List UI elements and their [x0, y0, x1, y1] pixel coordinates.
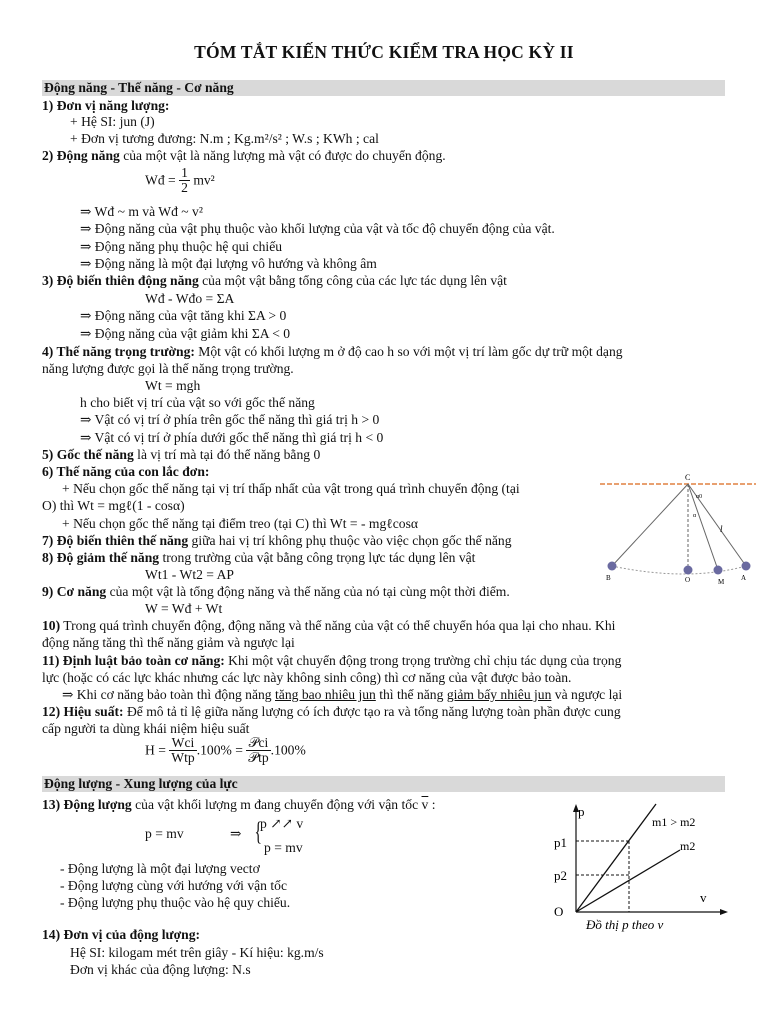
item-6-heading: 6) Thế năng của con lắc đơn:: [42, 464, 210, 479]
momentum-direction: p ↗↗ v: [260, 816, 304, 831]
item-3-a: ⇒ Động năng của vật tăng khi ΣA > 0: [80, 308, 287, 323]
label-b: B: [606, 574, 611, 582]
item-4-a: h cho biết vị trí của vật so với gốc thế năng: [80, 395, 315, 410]
pendulum-string-b: [612, 484, 688, 566]
item-2-d: ⇒ Động năng là một đại lượng vô hướng và không âm: [80, 256, 377, 271]
item-2-b: ⇒ Động năng của vật phụ thuộc vào khối lượng của vật và tốc độ chuyển động của vật.: [80, 221, 555, 236]
item-11-a: ⇒ Khi cơ năng bảo toàn thì động năng tăng bao nhiêu jun thì thế năng giảm bấy nhiêu jun và ngược lại: [62, 687, 623, 702]
item-13-text: 13) Động lượng của vật khối lượng m đang chuyển động với vận tốc $\overline{v}$ :: [42, 797, 436, 812]
item-12-text: 12) Hiệu suất: Để mô tả tỉ lệ giữa năng lượng có ích được tạo ra và tổng năng lượng toàn phần được cung: [42, 704, 621, 719]
label-alpha0: α0: [696, 494, 703, 500]
item-13-c: - Động lượng phụ thuộc vào hệ quy chiếu.: [60, 895, 291, 910]
item-5-text: 5) Gốc thế năng là vị trí mà tại đó thế năng bằng 0: [42, 447, 321, 462]
momentum-velocity-chart: [540, 800, 760, 935]
item-10-text: 10) Trong quá trình chuyển động, động năng và thế năng của vật có thể chuyển hóa qua lại cho nhau. Khi: [42, 618, 616, 633]
pendulum-bob-o: [684, 566, 693, 575]
item-11-text: 11) Định luật bảo toàn cơ năng: Khi một vật chuyển động trong trọng trường chỉ chịu tác dụng của trọng: [42, 653, 622, 668]
label-a: A: [741, 574, 747, 582]
item-11-line2: lực (hoặc có các lực khác nhưng các lực này không sinh công) thì cơ năng của vật được bảo toàn.: [42, 670, 572, 685]
item-6-b: O) thì Wt = mgℓ(1 - cosα): [42, 498, 185, 513]
item-4-formula: Wt = mgh: [145, 378, 201, 393]
system-brace: {: [254, 817, 262, 846]
pendulum-string-m: [688, 484, 718, 570]
item-13-b: - Động lượng cùng với hướng với vận tốc: [60, 878, 287, 893]
tick-label-p2: p2: [554, 868, 567, 883]
item-2-c: ⇒ Động năng phụ thuộc hệ qui chiếu: [80, 239, 283, 254]
tick-label-p1: p1: [554, 835, 567, 850]
item-1-si: + Hệ SI: jun (J): [70, 114, 155, 129]
momentum-formula: p = mv: [145, 826, 184, 841]
label-l: l: [720, 524, 723, 534]
label-o: O: [685, 576, 691, 584]
kinetic-energy-formula: Wđ = $\frac{1}{2}$ mv²: [145, 165, 215, 195]
momentum-magnitude: p = mv: [264, 840, 303, 855]
chart-title: Đồ thị p theo v: [586, 917, 664, 932]
item-12-line2: cấp người ta dùng khái niệm hiệu suất: [42, 721, 250, 736]
series-line-m2: [576, 850, 680, 912]
page-title: TÓM TẮT KIẾN THỨC KIỂM TRA HỌC KỲ II: [194, 42, 574, 62]
item-9-formula: W = Wđ + Wt: [145, 601, 223, 616]
x-axis-label: v: [700, 890, 707, 905]
item-4-b: ⇒ Vật có vị trí ở phía trên gốc thế năng thì giá trị h > 0: [80, 412, 380, 427]
item-14-heading: 14) Đơn vị của động lượng:: [42, 927, 201, 942]
x-axis-arrow: [720, 909, 728, 915]
item-7-text: 7) Độ biến thiên thế năng giữa hai vị trí không phụ thuộc vào việc chọn gốc thế năng: [42, 533, 512, 548]
origin-label: O: [554, 904, 564, 919]
item-3-text: 3) Độ biến thiên động năng của một vật bằng tổng công của các lực tác dụng lên vật: [42, 273, 507, 288]
series-label-m2: m2: [680, 839, 696, 853]
item-9-text: 9) Cơ năng của một vật là tổng động năng và thế năng của nó tại cùng một thời điểm.: [42, 584, 510, 599]
y-axis-label: p: [578, 804, 585, 819]
pendulum-bob-b: [608, 562, 617, 571]
series-line-m1: [576, 804, 656, 912]
item-14-b: Đơn vị khác của động lượng: N.s: [70, 962, 251, 977]
label-c: C: [685, 473, 691, 482]
label-m: M: [718, 578, 725, 586]
item-6-c: + Nếu chọn gốc thế năng tại điểm treo (tại C) thì Wt = - mgℓcosα: [62, 516, 419, 531]
pendulum-bob-a: [742, 562, 751, 571]
item-8-text: 8) Độ giảm thế năng trong trường của vật bằng công trọng lực tác dụng lên vật: [42, 550, 476, 565]
item-2-text: 2) Động năng của một vật là năng lượng mà vật có được do chuyển động.: [42, 148, 446, 163]
series-label-m1: m1 > m2: [652, 815, 696, 829]
item-10-line2: động năng tăng thì thế năng giảm và ngược lại: [42, 635, 295, 650]
item-1-equivalent: + Đơn vị tương đương: N.m ; Kg.m²/s² ; W.s ; KWh ; cal: [70, 131, 379, 146]
pendulum-diagram: [598, 470, 758, 590]
item-6-a: + Nếu chọn gốc thế năng tại vị trí thấp nhất của vật trong quá trình chuyển động (tại: [62, 481, 520, 496]
section-heading-momentum: Động lượng - Xung lượng của lực: [42, 776, 725, 792]
item-4-c: ⇒ Vật có vị trí ở phía dưới gốc thế năng thì giá trị h < 0: [80, 430, 384, 445]
item-13-a: - Động lượng là một đại lượng vectơ: [60, 861, 260, 876]
item-4-line2: năng lượng được gọi là thế năng trọng trường.: [42, 361, 294, 376]
item-3-formula: Wđ - Wđo = ΣA: [145, 291, 235, 306]
item-14-a: Hệ SI: kilogam mét trên giây - Kí hiệu: kg.m/s: [70, 945, 324, 960]
item-1-heading: 1) Đơn vị năng lượng:: [42, 98, 170, 113]
efficiency-formula: H = $\frac{\text{Wci}}{\text{Wtp}}$ .100% = $\frac{\text{𝒫ci}}{\text{𝒫tp}}$ .100%: [145, 735, 306, 765]
pendulum-bob-m: [714, 566, 723, 575]
item-2-a: ⇒ Wđ ~ m và Wđ ~ v²: [80, 204, 203, 219]
implies-arrow: ⇒: [230, 826, 242, 841]
item-8-formula: Wt1 - Wt2 = AP: [145, 567, 234, 582]
section-heading-energy: Động năng - Thế năng - Cơ năng: [42, 80, 725, 96]
label-alpha: α: [693, 513, 697, 519]
item-4-text: 4) Thế năng trọng trường: Một vật có khối lượng m ở độ cao h so với một vị trí làm gốc dự trữ một dạng: [42, 344, 623, 359]
item-3-b: ⇒ Động năng của vật giảm khi ΣA < 0: [80, 326, 291, 341]
pendulum-arc: [612, 566, 746, 574]
